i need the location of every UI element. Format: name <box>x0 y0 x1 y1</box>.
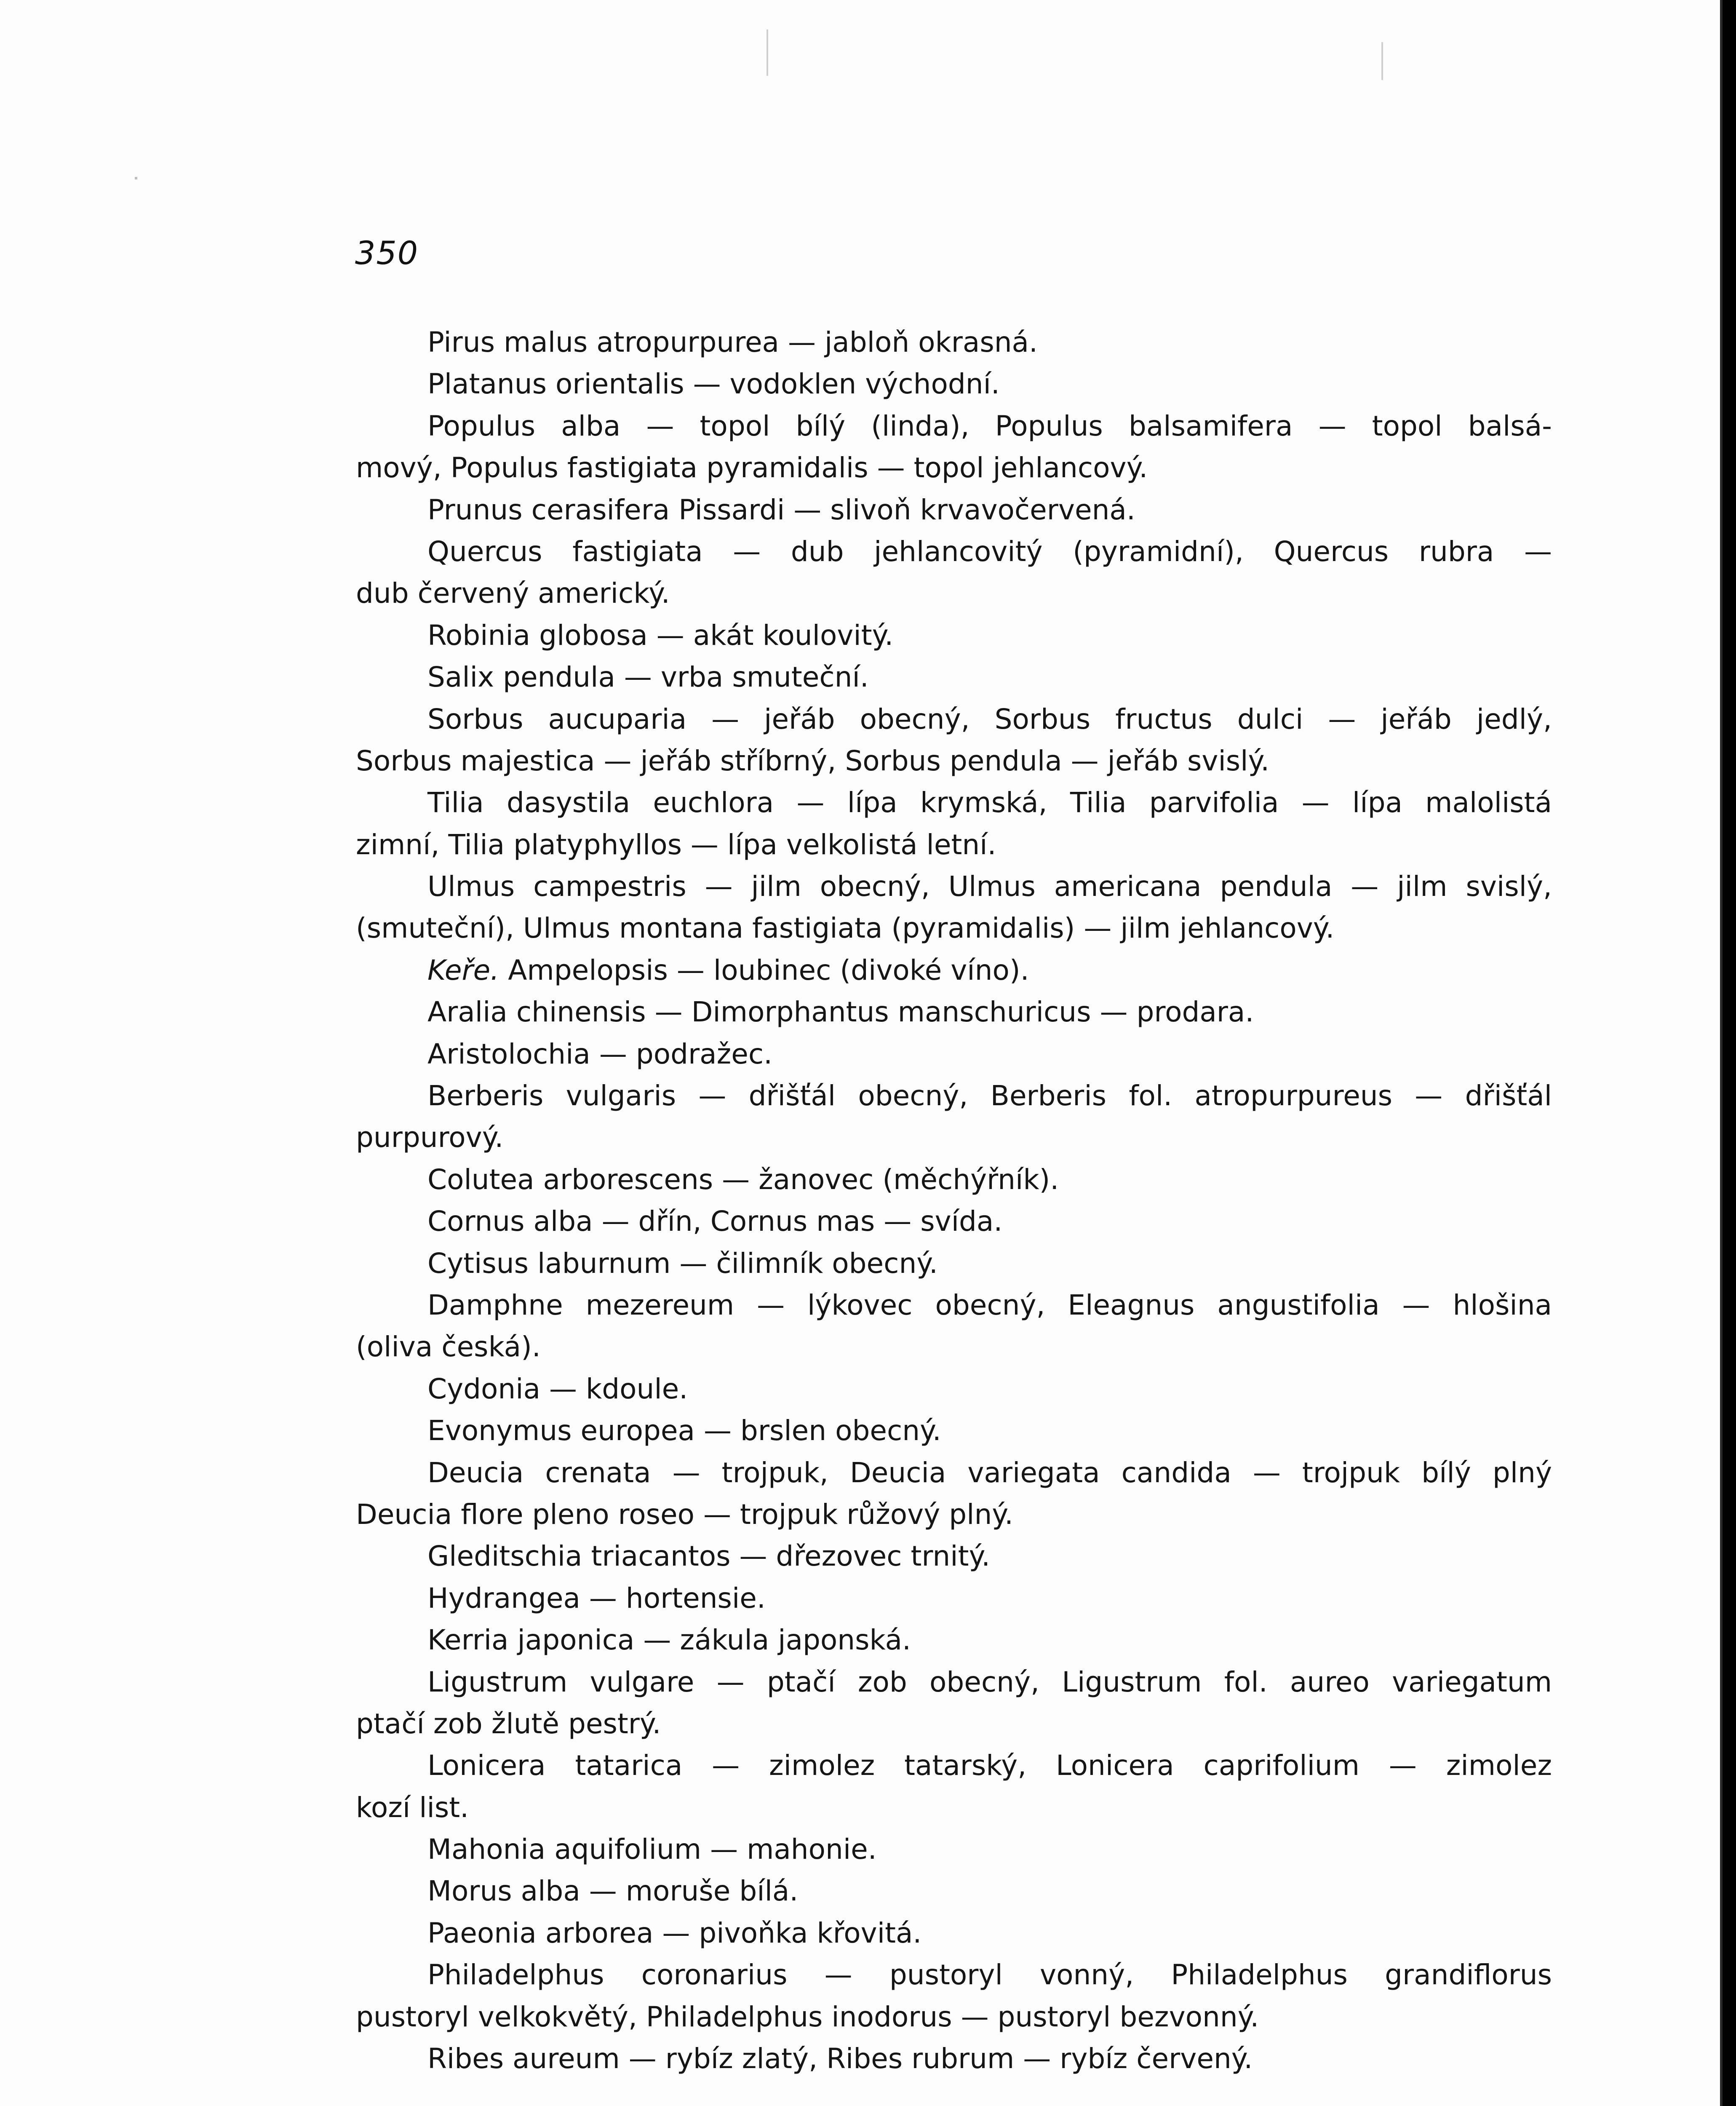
line-text: dub červený americký. <box>356 577 670 610</box>
line-text: Berberis vulgaris — dřišťál obecný, Berberis fol. atropurpureus — dřišťál <box>427 1080 1552 1112</box>
text-line <box>356 2038 1552 2079</box>
line-text: Cydonia — kdoule. <box>427 1372 688 1405</box>
text-line <box>356 740 1552 782</box>
line-text: Colutea arborescens — žanovec (měchýřník). <box>427 1163 1059 1196</box>
line-text: (smuteční), Ulmus montana fastigiata (pyramidalis) — jilm jehlancový. <box>356 912 1335 945</box>
text-line <box>356 1200 1552 1242</box>
text-line <box>356 1159 1552 1200</box>
line-text: purpurový. <box>356 1121 504 1154</box>
line-text: Hydrangea — hortensie. <box>427 1582 766 1614</box>
text-line <box>356 1661 1552 1703</box>
line-text: Quercus fastigiata — dub jehlancovitý (pyramidní), Quercus rubra — <box>427 535 1552 568</box>
text-line <box>356 1326 1552 1368</box>
line-text: (oliva česká). <box>356 1331 541 1363</box>
line-text: Paeonia arborea — pivoňka křovitá. <box>427 1916 922 1949</box>
text-line <box>356 1828 1552 1870</box>
page-number: 350 <box>355 234 419 272</box>
text-line <box>356 447 1552 489</box>
text-line <box>356 1243 1552 1284</box>
line-text: Populus alba — topol bílý (linda), Populus balsamifera — topol balsá- <box>427 409 1552 442</box>
text-line <box>356 405 1552 447</box>
scan-mark-top-right <box>1381 42 1383 80</box>
line-text: ptačí zob žlutě pestrý. <box>356 1707 661 1740</box>
text-line <box>356 1954 1552 1996</box>
text-line <box>356 1535 1552 1577</box>
line-text: Robinia globosa — akát koulovitý. <box>427 619 894 652</box>
line-text: mový, Populus fastigiata pyramidalis — topol jehlancový. <box>356 452 1148 484</box>
line-text: Cytisus laburnum — čilimník obecný. <box>427 1247 938 1280</box>
scan-mark-top <box>767 29 768 76</box>
line-text: Philadelphus coronarius — pustoryl vonný, Philadelphus grandiflorus <box>427 1959 1552 1991</box>
line-text: Sorbus majestica — jeřáb stříbrný, Sorbus pendula — jeřáb svislý. <box>356 744 1270 777</box>
text-line <box>356 1703 1552 1745</box>
text-line <box>356 949 1552 991</box>
text-line <box>356 1117 1552 1158</box>
text-line <box>356 1745 1552 1786</box>
line-text: Ampelopsis — loubinec (divoké víno). <box>508 954 1029 986</box>
line-text: Sorbus aucuparia — jeřáb obecný, Sorbus fructus dulci — jeřáb jedlý, <box>427 703 1552 735</box>
body-text <box>356 321 1552 2079</box>
line-text: Platanus orientalis — vodoklen východní. <box>427 368 1000 401</box>
line-text: Tilia dasystila euchlora — lípa krymská, Tilia parvifolia — lípa malolistá <box>427 786 1552 819</box>
text-line <box>356 1912 1552 1954</box>
text-line <box>356 824 1552 866</box>
text-line <box>356 866 1552 907</box>
text-line <box>356 698 1552 740</box>
line-text: kozí list. <box>356 1791 469 1824</box>
text-line <box>356 1494 1552 1535</box>
text-line <box>356 782 1552 823</box>
text-line <box>356 907 1552 949</box>
text-line <box>356 1284 1552 1326</box>
text-line <box>356 1075 1552 1117</box>
line-text: Deucia crenata — trojpuk, Deucia variegata candida — trojpuk bílý plný <box>427 1456 1552 1489</box>
line-text: Pirus malus atropurpurea — jabloň okrasná. <box>427 326 1038 358</box>
line-text: Morus alba — moruše bílá. <box>427 1875 799 1908</box>
text-line <box>356 572 1552 614</box>
text-line <box>356 1033 1552 1075</box>
line-text: Salix pendula — vrba smuteční. <box>427 661 869 694</box>
text-line <box>356 1870 1552 1912</box>
section-label: Keře. <box>427 954 499 986</box>
text-line <box>356 1577 1552 1619</box>
line-text: Ligustrum vulgare — ptačí zob obecný, Ligustrum fol. aureo variegatum <box>427 1665 1552 1698</box>
line-text: Aralia chinensis — Dimorphantus manschuricus — prodara. <box>427 996 1254 1029</box>
text-line <box>356 1410 1552 1451</box>
line-text: Lonicera tatarica — zimolez tatarský, Lonicera caprifolium — zimolez <box>427 1749 1552 1782</box>
text-line <box>356 1996 1552 2038</box>
text-line <box>356 363 1552 405</box>
text-line <box>356 991 1552 1033</box>
line-text: zimní, Tilia platyphyllos — lípa velkolistá letní. <box>356 828 996 861</box>
text-line <box>356 1452 1552 1494</box>
line-text: Mahonia aquifolium — mahonie. <box>427 1833 877 1866</box>
line-text: Deucia flore pleno roseo — trojpuk růžový plný. <box>356 1498 1013 1531</box>
line-text: Aristolochia — podražec. <box>427 1037 773 1070</box>
line-text: Ribes aureum — rybíz zlatý, Ribes rubrum — rybíz červený. <box>427 2042 1253 2075</box>
line-text: Ulmus campestris — jilm obecný, Ulmus americana pendula — jilm svislý, <box>427 870 1552 903</box>
line-text: Cornus alba — dřín, Cornus mas — svída. <box>427 1205 1003 1238</box>
line-text: pustoryl velkokvětý, Philadelphus inodorus — pustoryl bezvonný. <box>356 2000 1259 2033</box>
text-line <box>356 1619 1552 1661</box>
line-text: Evonymus europea — brslen obecný. <box>427 1414 941 1447</box>
line-text: Damphne mezereum — lýkovec obecný, Eleagnus angustifolia — hlošina <box>427 1288 1552 1321</box>
text-line <box>356 1787 1552 1828</box>
text-line <box>356 489 1552 531</box>
line-text: Gleditschia triacantos — dřezovec trnitý. <box>427 1540 991 1573</box>
scan-mark-left <box>135 177 137 179</box>
text-line <box>356 1368 1552 1410</box>
line-text: Kerria japonica — zákula japonská. <box>427 1624 911 1657</box>
line-text: Prunus cerasifera Pissardi — slivoň krvavočervená. <box>427 493 1135 526</box>
text-line <box>356 321 1552 363</box>
text-line <box>356 531 1552 572</box>
text-line <box>356 615 1552 656</box>
text-line <box>356 656 1552 698</box>
